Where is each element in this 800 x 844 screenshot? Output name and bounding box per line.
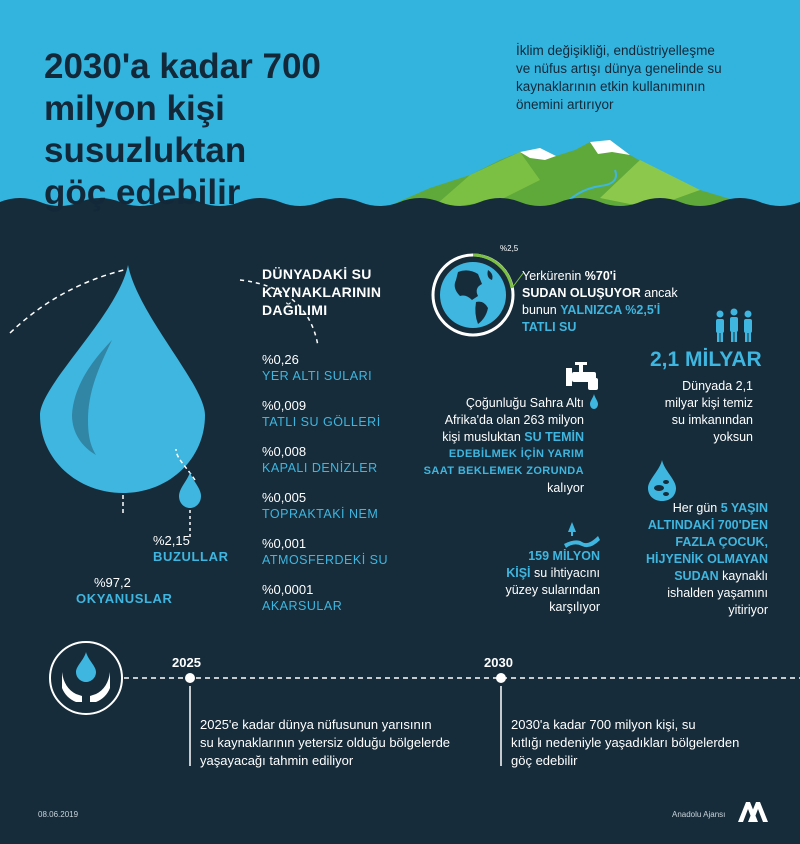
- people-stat: 2,1 MİLYAR: [650, 348, 762, 371]
- footer-agency: Anadolu Ajansı: [672, 810, 726, 819]
- globe-text: [522, 268, 692, 336]
- distribution-label: AKARSULAR: [262, 599, 343, 613]
- timeline-line-text: 2030'a kadar 700 milyon kişi, su: [511, 717, 696, 732]
- globe-text-accent: YALNIZCA %2,5'İ: [560, 303, 661, 317]
- distribution-label: ATMOSFERDEKİ SU: [262, 553, 389, 567]
- page-subtitle: [516, 42, 766, 114]
- year-2025: 2025: [172, 655, 201, 670]
- glaciers-pct: %2,15: [153, 533, 190, 548]
- children-text: [628, 500, 768, 619]
- distribution-pct: %0,001: [262, 536, 307, 551]
- timeline-line: [124, 668, 800, 688]
- tap-line: Afrika'da olan 263 milyon: [444, 413, 584, 427]
- children-text-accent: SUDAN: [674, 569, 719, 583]
- timeline-line-text: kıtlığı nedeniyle yaşadıkları bölgelerden: [511, 735, 740, 750]
- river-line: [470, 565, 600, 582]
- globe-text-bold: %70'i: [584, 269, 617, 283]
- bacteria-drop-icon: [645, 458, 679, 502]
- subtitle-line: İklim değişikliği, endüstriyelleşme: [516, 43, 715, 58]
- distribution-item: [262, 490, 422, 522]
- tap-text-accent: SAAT BEKLEMEK ZORUNDA: [423, 465, 584, 477]
- timeline-stem-2025: [188, 686, 192, 766]
- year-2030: 2030: [484, 655, 513, 670]
- oceans-pct: %97,2: [94, 575, 131, 590]
- children-text-part: kaynaklı: [718, 569, 768, 583]
- subtitle-line: önemini artırıyor: [516, 97, 614, 112]
- agency-logo-icon: [736, 798, 770, 824]
- children-text-accent: FAZLA ÇOCUK,: [675, 535, 768, 549]
- river-text: [470, 548, 600, 616]
- tap-line: [404, 429, 584, 446]
- distribution-pct: %0,005: [262, 490, 307, 505]
- distribution-item: [262, 352, 422, 384]
- river-line: yüzey sularından: [505, 583, 600, 597]
- people-text: [640, 378, 753, 446]
- footer-date: 08.06.2019: [38, 810, 79, 819]
- timeline-line-text: su kaynaklarının yetersiz olduğu bölgelerde: [200, 735, 451, 750]
- distribution-item: [262, 398, 422, 430]
- children-text-accent: 5 YAŞIN: [720, 501, 768, 515]
- children-text-accent: ALTINDAKİ 700'DEN: [647, 518, 768, 532]
- tap-text-part: kişi musluktan: [442, 430, 525, 444]
- globe-icon: [428, 250, 528, 340]
- distribution-pct: %0,0001: [262, 582, 314, 597]
- small-drop-icon: [176, 470, 204, 510]
- children-line: [628, 568, 768, 585]
- tap-text-accent: EDEBİLMEK İÇİN YARIM: [448, 448, 584, 460]
- title-line: 2030'a kadar 700: [44, 47, 321, 86]
- tap-text-accent: SU TEMİN: [524, 430, 584, 444]
- distribution-pct: %0,008: [262, 444, 307, 459]
- children-line: ishalden yaşamını: [667, 586, 768, 600]
- children-text-accent: HİJYENİK OLMAYAN: [645, 552, 768, 566]
- river-line: karşılıyor: [549, 600, 600, 614]
- children-text-part: Her gün: [672, 501, 721, 515]
- timeline-line-text: göç edebilir: [511, 753, 578, 768]
- distribution-title-line: KAYNAKLARININ: [262, 284, 382, 300]
- timeline-stem-2030: [499, 686, 503, 766]
- children-line: [628, 500, 768, 517]
- river-text-accent: 159 MİLYON: [528, 549, 600, 563]
- page-title: [44, 46, 424, 214]
- distribution-pct: %0,26: [262, 352, 299, 367]
- people-line: Dünyada 2,1: [682, 379, 753, 393]
- globe-text-part: Yerkürenin: [522, 269, 585, 283]
- subtitle-line: ve nüfus artışı dünya genelinde su: [516, 61, 722, 76]
- water-hands-icon: [46, 638, 126, 718]
- timeline-text-2030: [511, 716, 781, 770]
- water-drop-icon: [0, 255, 260, 515]
- timeline-text-2025: [200, 716, 490, 770]
- distribution-item: [262, 536, 422, 568]
- distribution-title: [262, 265, 412, 319]
- distribution-pct: %0,009: [262, 398, 307, 413]
- river-text-accent: KİŞİ: [506, 566, 531, 580]
- timeline-line-text: 2025'e kadar dünya nüfusunun yarısının: [200, 717, 432, 732]
- globe-ring-label: %2,5: [500, 244, 519, 253]
- distribution-item: [262, 582, 422, 614]
- oceans-label: OKYANUSLAR: [76, 591, 173, 606]
- subtitle-line: kaynaklarının etkin kullanımının: [516, 79, 706, 94]
- globe-text-accent: TATLI SU: [522, 320, 577, 334]
- distribution-title-line: DÜNYADAKİ SU: [262, 266, 372, 282]
- globe-text-part: bunun: [522, 303, 561, 317]
- tap-line: kalıyor: [547, 481, 584, 495]
- globe-line: [522, 285, 692, 302]
- people-line: su imkanından: [671, 413, 753, 427]
- title-line: göç edebilir: [44, 173, 241, 212]
- river-text-part: su ihtiyacını: [530, 566, 600, 580]
- people-line: milyar kişi temiz: [664, 396, 753, 410]
- distribution-label: TATLI SU GÖLLERİ: [262, 415, 381, 429]
- distribution-label: TOPRAKTAKİ NEM: [262, 507, 379, 521]
- people-line: yoksun: [713, 430, 753, 444]
- globe-text-bold: SUDAN OLUŞUYOR: [522, 286, 641, 300]
- distribution-item: [262, 444, 422, 476]
- distribution-title-line: DAĞILIMI: [262, 302, 328, 318]
- oceans-stat: [76, 575, 186, 607]
- tap-text: [404, 395, 584, 497]
- glaciers-label: BUZULLAR: [153, 549, 229, 564]
- glaciers-stat: [153, 533, 233, 565]
- distribution-label: YER ALTI SULARI: [262, 369, 373, 383]
- children-line: yitiriyor: [728, 603, 768, 617]
- globe-text-part: ancak: [640, 286, 678, 300]
- globe-line: [522, 268, 692, 285]
- distribution-label: KAPALI DENİZLER: [262, 461, 378, 475]
- people-icon: [712, 308, 756, 344]
- title-line: milyon kişi susuzluktan: [44, 89, 247, 170]
- timeline-line-text: yaşayacağı tahmin ediliyor: [200, 753, 354, 768]
- tap-line: Çoğunluğu Sahra Altı: [465, 396, 584, 410]
- globe-line: [522, 302, 692, 319]
- river-icon: [562, 518, 602, 548]
